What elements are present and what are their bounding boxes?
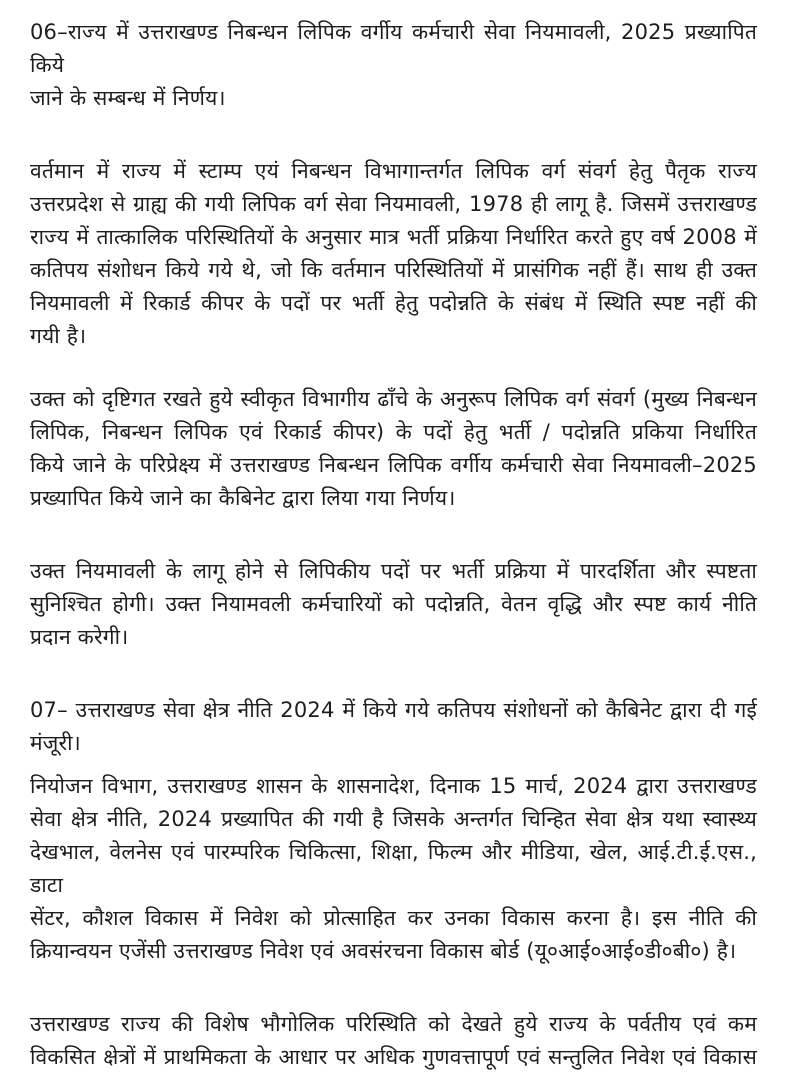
paragraph-07-2	[30, 1008, 757, 1074]
text-line: प्रदान करेगी।	[30, 625, 129, 649]
text-line: राज्य में तात्कालिक परिस्थितियों के अनुसार मात्र भर्ती प्रक्रिया निर्धारित करते हुए वर्ष 2008 में	[30, 225, 757, 249]
paragraph-07-1	[30, 770, 757, 968]
text-line: वर्तमान में राज्य में स्टाम्प एयं निबन्धन विभागान्तर्गत लिपिक वर्ग संवर्ग हेतु पैतृक राज्य	[30, 159, 757, 183]
text-line: विकसित क्षेत्रों में प्राथमिकता के आधार पर अधिक गुणवत्तापूर्ण एवं सन्तुलित निवेश एवं विकास	[30, 1045, 757, 1069]
text-line: किये जाने के परिप्रेक्ष्य में उत्तराखण्ड निबन्धन लिपिक वर्गीय कर्मचारी सेवा नियमावली–2025	[30, 453, 757, 477]
text-line: नियमावली में रिकार्ड कीपर के पदों पर भर्ती हेतु पदोन्नति के संबंध में स्थिति स्पष्ट नहीं की	[30, 291, 757, 315]
heading-line: मंजूरी।	[30, 731, 81, 755]
text-line: उक्त नियमावली के लागू होने से लिपिकीय पदों पर भर्ती प्रक्रिया में पारदर्शिता और स्पष्टता	[30, 559, 757, 583]
text-line: सेंटर, कौशल विकास में निवेश को प्रोत्साहित कर उनका विकास करना है। इस नीति की	[30, 906, 757, 930]
text-line: क्रियान्वयन एजेंसी उत्तराखण्ड निवेश एवं अवसंरचना विकास बोर्ड (यू०आई०आई०डी०बी०) है।	[30, 939, 737, 963]
text-line: गयी है।	[30, 324, 87, 348]
section-heading-06	[30, 16, 757, 115]
text-line: सेवा क्षेत्र नीति, 2024 प्रख्यापित की गयी है जिसके अन्तर्गत चिन्हित सेवा क्षेत्र यथा स्वास्थ्य	[30, 807, 757, 831]
heading-line: जाने के सम्बन्ध में निर्णय।	[30, 86, 226, 110]
heading-line: 07– उत्तराखण्ड सेवा क्षेत्र नीति 2024 में किये गये कतिपय संशोधनों को कैबिनेट द्वारा दी गई	[30, 698, 757, 722]
text-line: उक्त को दृष्टिगत रखते हुये स्वीकृत विभागीय ढाँचे के अनुरूप लिपिक वर्ग संवर्ग (मुख्य निबन्धन	[30, 387, 757, 411]
text-line: उत्तरप्रदेश से ग्राह्य की गयी लिपिक वर्ग सेवा नियमावली, 1978 ही लागू है. जिसमें उत्तराखण्ड	[30, 192, 757, 216]
paragraph-06-1	[30, 155, 757, 353]
text-line: उत्तराखण्ड राज्य की विशेष भौगोलिक परिस्थिति को देखते हुये राज्य के पर्वतीय एवं कम	[30, 1012, 757, 1036]
paragraph-06-3	[30, 555, 757, 654]
text-line: नियोजन विभाग, उत्तराखण्ड शासन के शासनादेश, दिनाक 15 मार्च, 2024 द्वारा उत्तराखण्ड	[30, 774, 757, 798]
text-line: कतिपय संशोधन किये गये थे, जो कि वर्तमान परिस्थितियों में प्रासंगिक नहीं हैं। साथ ही उक्त	[30, 258, 757, 282]
heading-line: 06–राज्य में उत्तराखण्ड निबन्धन लिपिक वर्गीय कर्मचारी सेवा नियमावली, 2025 प्रख्यापित किये	[30, 20, 757, 77]
text-line: लिपिक, निबन्धन लिपिक एवं रिकार्ड कीपर) के पदों हेतु भर्ती / पदोन्नति प्रकिया निर्धारित	[30, 420, 757, 444]
text-line: देखभाल, वेलनेस एवं पारम्परिक चिकित्सा, शिक्षा, फिल्म और मीडिया, खेल, आई.टी.ई.एस., डाटा	[30, 840, 757, 897]
section-heading-07	[30, 694, 757, 760]
text-line: सुनिश्चित होगी। उक्त नियामवली कर्मचारियों को पदोन्नति, वेतन वृद्धि और स्पष्ट कार्य नीति	[30, 592, 757, 616]
paragraph-06-2	[30, 383, 757, 515]
text-line: प्रख्यापित किये जाने का कैबिनेट द्वारा लिया गया निर्णय।	[30, 486, 456, 510]
